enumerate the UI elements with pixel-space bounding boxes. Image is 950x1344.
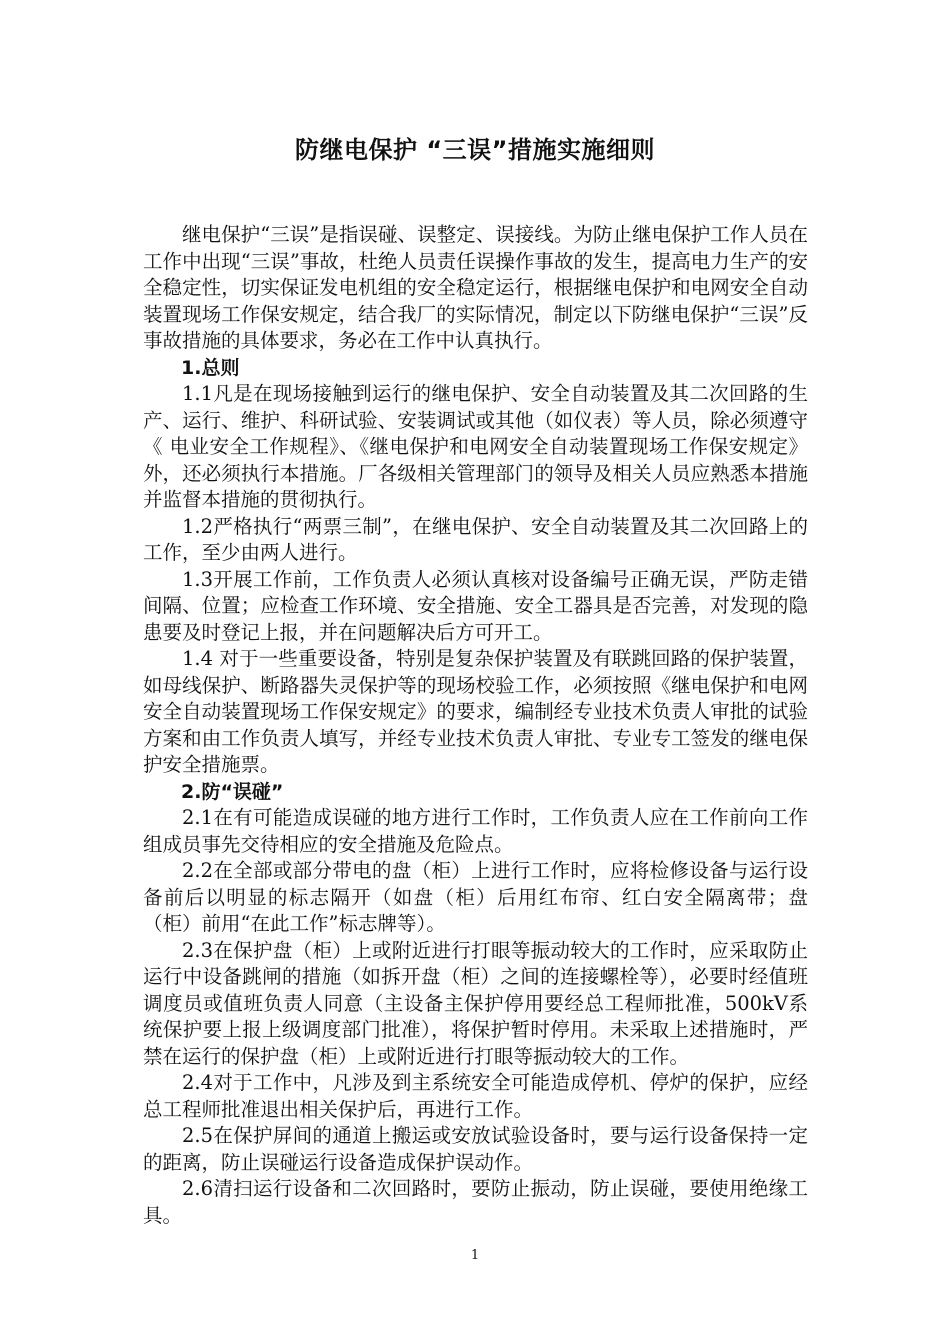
clause-2-6: 2.6清扫运行设备和二次回路时，要防止振动，防止误碰，要使用绝缘工具。: [143, 1177, 808, 1227]
document-title: 防继电保护 “三误”措施实施细则: [295, 136, 655, 164]
clause-2-2: 2.2在全部或部分带电的盘（柜）上进行工作时，应将检修设备与运行设备前后以明显的标志隔开（如盘（柜）后用红布帘、红白安全隔离带；盘（柜）前用“在此工作”标志牌等）。: [143, 859, 808, 935]
clause-1-3: 1.3开展工作前，工作负责人必须认真核对设备编号正确无误，严防走错间隔、位置；应检查工作环境、安全措施、安全工器具是否完善，对发现的隐患要及时登记上报，并在问题解决后方可开工。: [143, 567, 808, 644]
section-heading-general: 1.总则: [181, 356, 240, 379]
clause-2-1: 2.1在有可能造成误碰的地方进行工作时，工作负责人应在工作前向工作组成员事先交待相应的安全措施及危险点。: [143, 806, 808, 856]
clause-1-2: 1.2严格执行“两票三制”，在继电保护、安全自动装置及其二次回路上的工作，至少由两人进行。: [143, 514, 808, 564]
page-number: 1: [470, 1248, 480, 1263]
section-heading-prevent-touch: 2.防“误碰”: [181, 780, 284, 803]
clause-2-3: 2.3在保护盘（柜）上或附近进行打眼等振动较大的工作时，应采取防止运行中设备跳闸的措施（如拆开盘（柜）之间的连接螺栓等），必要时经值班调度员或值班负责人同意（主设备主保护停用要经总工程师批准，500kV系统保护要上报上级调度部门批准），将保护暂时停用。未采取上述措施时，严禁在运行的保护盘（柜）上或附近进行打眼等振动较大的工作。: [143, 938, 808, 1068]
clause-2-5: 2.5在保护屏间的通道上搬运或安放试验设备时，要与运行设备保持一定的距离，防止误碰运行设备造成保护误动作。: [143, 1124, 808, 1174]
clause-2-4: 2.4对于工作中，凡涉及到主系统安全可能造成停机、停炉的保护，应经总工程师批准退出相关保护后，再进行工作。: [143, 1071, 808, 1121]
clause-1-1: 1.1凡是在现场接触到运行的继电保护、安全自动装置及其二次回路的生产、运行、维护、科研试验、安装调试或其他（如仪表）等人员，除必须遵守《 电业安全工作规程》、《继电保护和电网安全自动装置现场工作保安规定》外，还必须执行本措施。厂各级相关管理部门的领导及相关人员应熟悉本措施并监督本措施的贯彻执行。: [143, 382, 808, 511]
clause-1-4: 1.4 对于一些重要设备，特别是复杂保护装置及有联跳回路的保护装置，如母线保护、断路器失灵保护等的现场校验工作，必须按照《继电保护和电网安全自动装置现场工作保安规定》的要求，编制经专业技术负责人审批的试验方案和由工作负责人填写，并经专业技术负责人审批、专业专工签发的继电保护安全措施票。: [143, 647, 808, 776]
intro-paragraph: 继电保护“三误”是指误碰、误整定、误接线。为防止继电保护工作人员在工作中出现“三误”事故，杜绝人员责任误操作事故的发生，提高电力生产的安全稳定性，切实保证发电机组的安全稳定运行，根据继电保护和电网安全自动装置现场工作保安规定，结合我厂的实际情况，制定以下防继电保护“三误”反事故措施的具体要求，务必在工作中认真执行。: [143, 223, 808, 352]
document-body: [143, 222, 808, 1229]
